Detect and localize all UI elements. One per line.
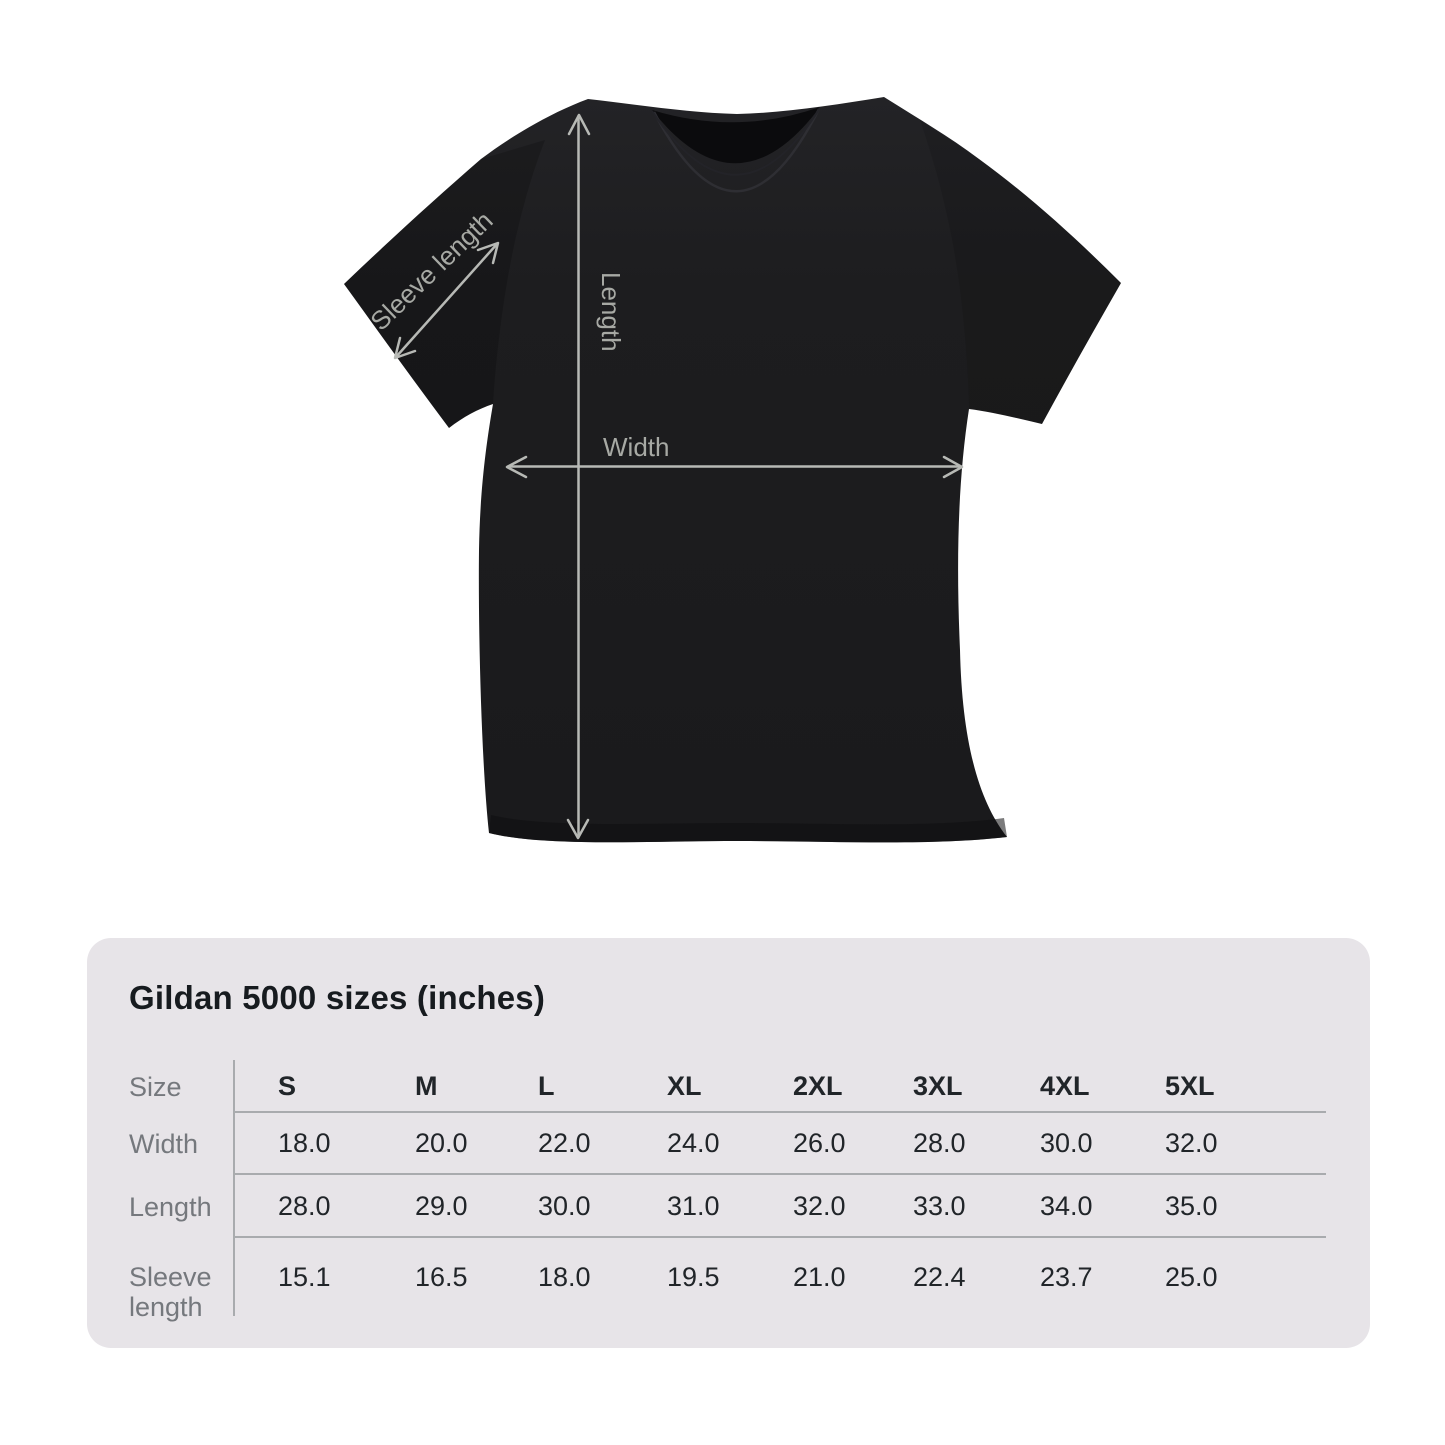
size-cell: 15.1 <box>278 1262 331 1292</box>
size-col-header: S <box>235 1060 372 1113</box>
size-cell: 24.0 <box>624 1113 750 1175</box>
size-cell: 21.0 <box>793 1262 846 1292</box>
size-cell: 31.0 <box>624 1175 750 1238</box>
width-label: Width <box>603 432 670 462</box>
size-col-header: 3XL <box>870 1060 997 1113</box>
size-cell: 32.0 <box>1122 1113 1326 1175</box>
tshirt-image <box>344 97 1121 842</box>
size-cell: 33.0 <box>870 1175 997 1238</box>
row-label-width: Width <box>87 1113 235 1175</box>
size-cell: 18.0 <box>235 1113 372 1175</box>
size-cell: 22.0 <box>495 1113 624 1175</box>
size-table-corner-label: Size <box>87 1060 235 1113</box>
row-label-sleeve-length: Sleeve length <box>87 1238 235 1316</box>
size-cell: 23.7 <box>1040 1262 1093 1292</box>
size-cell: 19.5 <box>667 1262 720 1292</box>
size-cell: 22.4 <box>913 1262 966 1292</box>
row-label-length: Length <box>87 1175 235 1238</box>
size-cell: 30.0 <box>997 1113 1122 1175</box>
size-cell: 30.0 <box>495 1175 624 1238</box>
size-cell: 35.0 <box>1122 1175 1326 1238</box>
size-col-header: M <box>372 1060 495 1113</box>
size-col-header: L <box>495 1060 624 1113</box>
size-cell: 26.0 <box>750 1113 870 1175</box>
size-cell: 16.5 <box>415 1262 468 1292</box>
size-cell: 32.0 <box>750 1175 870 1238</box>
size-cell: 20.0 <box>372 1113 495 1175</box>
sleeve-length-label: Sleeve length <box>364 205 499 337</box>
size-chart-card <box>87 938 1370 1348</box>
size-cell: 25.0 <box>1165 1262 1218 1292</box>
size-cell: 29.0 <box>372 1175 495 1238</box>
size-cell: 28.0 <box>235 1175 372 1238</box>
size-cell: 34.0 <box>997 1175 1122 1238</box>
size-col-header: 4XL <box>997 1060 1122 1113</box>
size-cell: 28.0 <box>870 1113 997 1175</box>
length-label: Length <box>596 272 626 352</box>
size-col-header: 2XL <box>750 1060 870 1113</box>
size-table <box>87 1060 1326 1322</box>
size-cell: 18.0 <box>538 1262 591 1292</box>
size-chart-title: Gildan 5000 sizes (inches) <box>129 979 546 1016</box>
size-col-header: 5XL <box>1122 1060 1326 1113</box>
size-col-header: XL <box>624 1060 750 1113</box>
